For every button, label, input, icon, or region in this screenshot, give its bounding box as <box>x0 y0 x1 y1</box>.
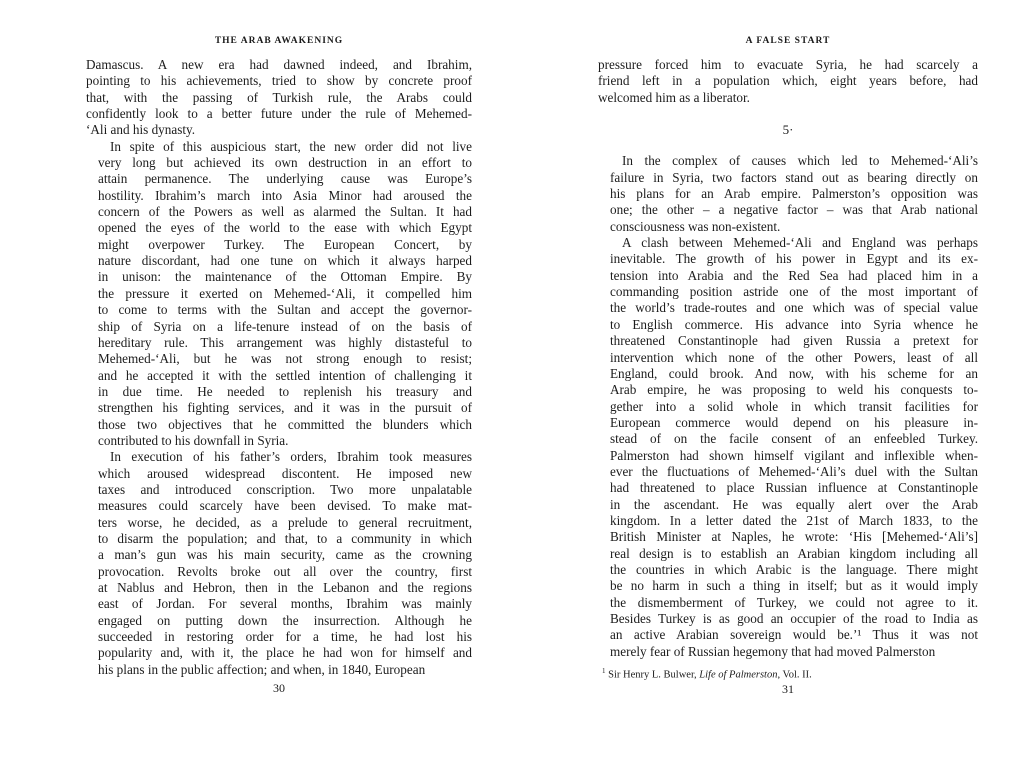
running-head: A FALSE START <box>745 36 831 46</box>
text-line: and he accepted it with the settled intention of challenging it <box>98 367 472 383</box>
text-line: merely fear of Russian hegemony that had moved Palmerston <box>610 643 936 659</box>
text-line: succeeded in restoring order for a time, he had lost his <box>98 629 472 645</box>
text-line: that, with the passing of Turkish rule, the Arabs could <box>86 89 472 105</box>
text-line: taxes and introduced conscription. Two more unpalatable <box>98 481 472 497</box>
paragraph <box>598 57 978 106</box>
text-line: provocation. Revolts broke out all over the country, first <box>98 563 472 579</box>
text-line: commanding position astride one of the most important of <box>610 284 978 300</box>
paragraph <box>86 449 472 678</box>
text-line: England, could brook. And now, with his scheme for an <box>610 365 978 381</box>
text-line: failure in Syria, two factors stand out as bearing directly on <box>610 169 978 185</box>
text-line: friend left in a population which, eight years before, had <box>598 73 978 89</box>
text-line: tension into Arabia and the Red Sea had placed him in a <box>610 267 978 283</box>
text-line: intervention which none of the other Powers, least of all <box>610 349 978 365</box>
text-line: European commerce would depend on his pleasure in- <box>610 414 978 430</box>
text-line: his plans for an Arab empire. Palmerston’s opposition was <box>610 186 978 202</box>
text-line: consciousness was non-existent. <box>610 218 781 234</box>
right-body-text <box>598 57 978 660</box>
text-line: be no harm in such a thing in itself; but as it would imply <box>610 578 978 594</box>
text-line: in the ascendant. He was equally alert over the Arab <box>610 496 978 512</box>
paragraph <box>86 57 472 139</box>
text-line: gether into a solid whole in which transit facilities for <box>610 398 978 414</box>
text-line: British Minister at Naples, he wrote: ‘His [Mehemed-‘Ali’s] <box>610 529 978 545</box>
left-page <box>86 0 472 766</box>
text-line: attain permanence. The underlying cause was Europe’s <box>98 171 472 187</box>
left-body-text <box>86 57 472 678</box>
text-line: the world’s trade-routes and one which was of special value <box>610 300 978 316</box>
text-line: those two objectives that he committed the blunders which <box>98 416 472 432</box>
text-line: A clash between Mehemed-‘Ali and England was perhaps <box>622 235 978 251</box>
text-line: ‘Ali and his dynasty. <box>86 122 196 138</box>
text-line: In spite of this auspicious start, the new order did not live <box>110 138 472 154</box>
text-line: Arab empire, he was proposing to weld his conquests to- <box>610 382 978 398</box>
footnote-rest: , Vol. II. <box>777 669 812 681</box>
running-head: THE ARAB AWAKENING <box>214 36 344 46</box>
footnote-marker: 1 <box>602 667 606 675</box>
text-line: pressure forced him to evacuate Syria, he had scarcely a <box>598 57 978 72</box>
text-line: east of Jordan. For several months, Ibrahim was mainly <box>98 596 472 612</box>
text-line: the pressure it exerted on Mehemed-‘Ali, it compelled him <box>98 285 472 301</box>
text-line: at Nablus and Hebron, then in the Lebanon and the regions <box>98 580 472 595</box>
text-line: strengthen his fighting services, and it was in the pursuit of <box>98 400 472 416</box>
text-line: a man’s gun was his main security, came as the crowning <box>98 547 472 563</box>
text-line: concern of the Powers as well as alarmed the Sultan. It had <box>98 204 472 220</box>
text-line: an active Arabian sovereign would be.’¹ Thus it was not <box>610 627 978 643</box>
text-line: hereditary rule. This arrangement was highly distasteful to <box>98 334 472 350</box>
footnote-author: Sir Henry L. Bulwer, <box>605 669 700 681</box>
text-line: confidently look to a better future under the rule of Mehemed- <box>86 106 472 122</box>
text-line: real design is to establish an Arabian kingdom including all <box>610 545 978 561</box>
text-line: pointing to his achievements, tried to show by concrete proof <box>86 73 472 89</box>
paragraph <box>598 235 978 660</box>
text-line: engaged on putting down the insurrection. Although he <box>98 612 472 628</box>
text-line: threatened Constantinople had given Russia a pretext for <box>610 333 978 349</box>
text-line: one; the other – a negative factor – was that Arab national <box>610 202 978 218</box>
page-number: 31 <box>782 682 794 696</box>
text-line: the dismemberment of Turkey, we could not agree to it. <box>610 594 978 610</box>
text-line: might overpower Turkey. The European Concert, by <box>98 236 472 252</box>
text-line: Damascus. A new era had dawned indeed, and Ibrahim, <box>86 57 472 72</box>
text-line: in unison: the maintenance of the Ottoman Empire. By <box>98 269 472 285</box>
text-line: in due time. He needed to replenish his treasury and <box>98 383 472 399</box>
footnote <box>602 667 812 681</box>
text-line: welcomed him as a liberator. <box>598 89 750 105</box>
footnote-title: Life of Palmerston <box>699 669 778 681</box>
paragraph <box>86 139 472 450</box>
text-line: kingdom. In a letter dated the 21st of March 1833, to the <box>610 512 978 528</box>
paragraph <box>598 153 978 235</box>
text-line: very long but achieved its own destruction in an effort to <box>98 155 472 171</box>
text-line: ever the fluctuations of Mehemed-‘Ali’s duel with the Sultan <box>610 463 978 479</box>
text-line: the countries in which Arabic is the language. There might <box>610 561 978 577</box>
text-line: his plans in the public affection; and when, in 1840, European <box>98 661 426 677</box>
text-line: opened the eyes of the world to the ease with which Egypt <box>98 220 472 236</box>
text-line: stead of on the facile consent of an enfeebled Turkey. <box>610 431 978 447</box>
text-line: Palmerston had shown himself vigilant and inflexible when- <box>610 447 978 463</box>
text-line: popularity and, with it, the place he had won for himself and <box>98 645 472 661</box>
text-line: which aroused widespread discontent. He imposed new <box>98 465 472 481</box>
text-line: hostility. Ibrahim’s march into Asia Minor had aroused the <box>98 187 472 203</box>
text-line: Mehemed-‘Ali, but he was not strong enough to resist; <box>98 351 472 367</box>
text-line: inevitable. The growth of his power in Egypt and its ex- <box>610 251 978 267</box>
text-line: had threatened to place Russian influence at Constantinople <box>610 480 978 496</box>
right-page <box>598 0 978 766</box>
text-line: to come to terms with the Sultan and accept the governor- <box>98 302 472 318</box>
text-line: measures could scarcely have been devised. To make mat- <box>98 498 472 514</box>
text-line: to English commerce. His advance into Syria whence he <box>610 316 978 332</box>
text-line: In the complex of causes which led to Mehemed-‘Ali’s <box>622 153 978 169</box>
text-line: to disarm the population; and that, to a community in which <box>98 530 472 546</box>
section-number: 5· <box>782 122 794 138</box>
text-line: Besides Turkey is as good an occupier of the road to India as <box>610 611 978 626</box>
text-line: ters worse, he decided, as a prelude to general recruitment, <box>98 514 472 530</box>
text-line: ship of Syria on a life-tenure instead of on the basis of <box>98 318 472 334</box>
text-line: contributed to his downfall in Syria. <box>98 432 289 448</box>
page-number: 30 <box>273 681 285 695</box>
text-line: In execution of his father’s orders, Ibrahim took measures <box>110 449 472 465</box>
text-line: nature discordant, had one tune on which it always harped <box>98 253 472 269</box>
